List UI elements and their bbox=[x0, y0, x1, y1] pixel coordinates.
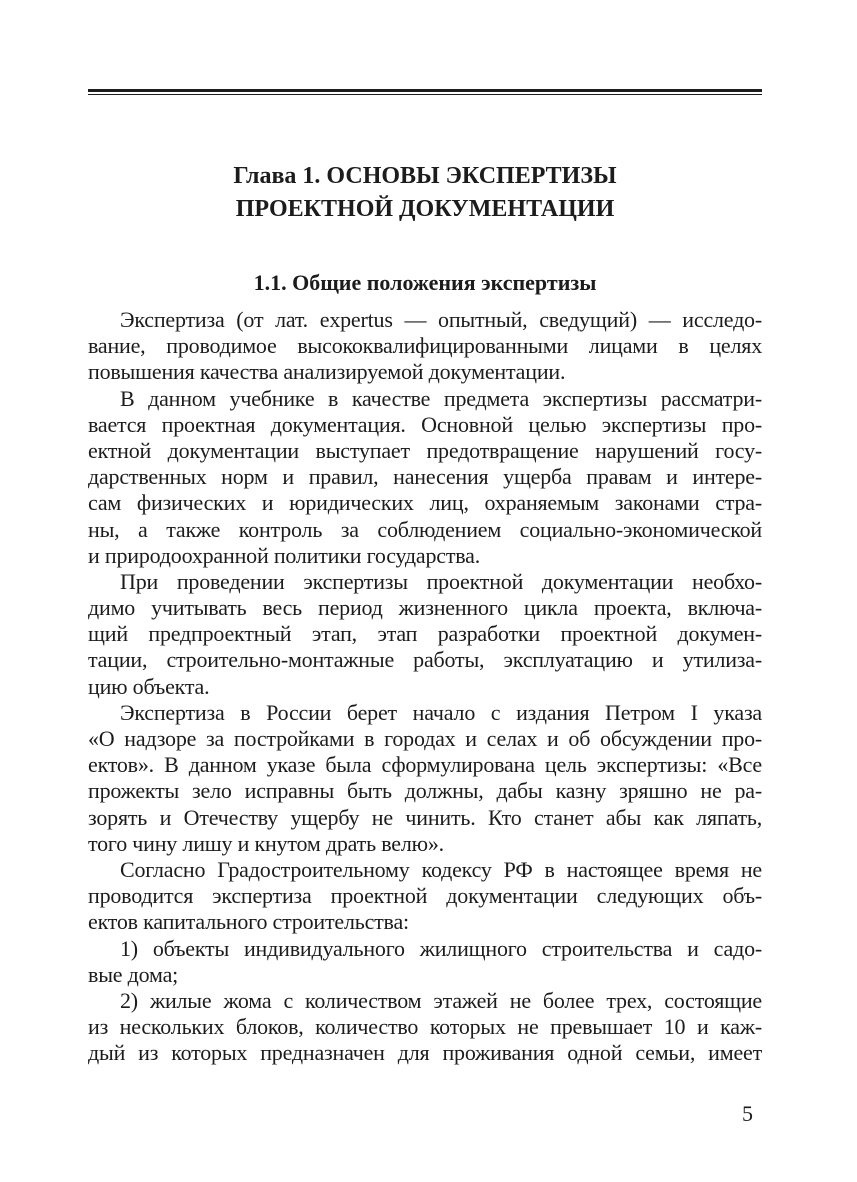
text-line: проводится экспертиза проектной документации следующих объ- bbox=[88, 883, 762, 909]
text-line: прожекты зело исправны быть должны, дабы казну зряшно не ра- bbox=[88, 778, 762, 804]
text-line: «О надзоре за постройками в городах и селах и об обсуждении про- bbox=[88, 726, 762, 751]
text-line: ектов». В данном указе была сформулирована цель экспертизы: «Все bbox=[88, 752, 762, 778]
text-line: сам физических и юридических лиц, охраняемым законами стра- bbox=[88, 490, 762, 516]
text-line: вые дома; bbox=[88, 961, 179, 987]
text-line: дарственных норм и правил, нанесения ущерба правам и интере- bbox=[88, 464, 762, 490]
paragraph bbox=[88, 386, 762, 569]
chapter-title bbox=[88, 160, 762, 226]
paragraph bbox=[88, 936, 762, 988]
text-line: ектов капитального строительства: bbox=[88, 909, 409, 935]
header-rule-thick bbox=[88, 89, 762, 92]
text-line: тации, строительно-монтажные работы, эксплуатацию и утилиза- bbox=[88, 647, 762, 673]
text-line: Экспертиза (от лат. expertus — опытный, сведущий) — исследо- bbox=[120, 307, 762, 332]
text-line: цию объекта. bbox=[88, 673, 210, 699]
text-line: щий предпроектный этап, этап разработки проектной докумен- bbox=[88, 621, 762, 647]
text-line: димо учитывать весь период жизненного цикла проекта, включа- bbox=[88, 595, 762, 621]
text-line: ектной документации выступает предотвращение нарушений госу- bbox=[88, 437, 762, 463]
paragraph bbox=[88, 988, 762, 1067]
text-line: из нескольких блоков, количество которых не превышает 10 и каж- bbox=[88, 1014, 762, 1040]
text-line: 2) жилые жома с количеством этажей не более трех, состоящие bbox=[120, 987, 762, 1013]
text-line: и природоохранной политики государства. bbox=[88, 542, 481, 568]
chapter-title-line: Глава 1. ОСНОВЫ ЭКСПЕРТИЗЫ bbox=[233, 163, 617, 189]
body-text bbox=[88, 307, 762, 1066]
text-line: В данном учебнике в качестве предмета экспертизы рассматри- bbox=[120, 385, 762, 411]
text-line: При проведении экспертизы проектной документации необхо- bbox=[120, 568, 762, 594]
text-line: вается проектная документация. Основной целью экспертизы про- bbox=[88, 411, 762, 437]
text-line: Согласно Градостроительному кодексу РФ в настоящее время не bbox=[120, 856, 762, 882]
paragraph bbox=[88, 857, 762, 936]
text-line: зорять и Отечеству ущербу не чинить. Кто станет абы как ляпать, bbox=[88, 804, 762, 830]
text-line: того чину лишу и кнутом драть велю». bbox=[88, 830, 444, 856]
paragraph bbox=[88, 569, 762, 700]
text-line: дый из которых предназначен для проживания одной семьи, имеет bbox=[88, 1040, 762, 1066]
paragraph bbox=[88, 307, 762, 386]
text-line: 1) объекты индивидуального жилищного строительства и садо- bbox=[120, 935, 762, 961]
text-line: Экспертиза в России берет начало с издания Петром I указа bbox=[120, 699, 762, 725]
page-number: 5 bbox=[742, 1101, 753, 1126]
section-title: 1.1. Общие положения экспертизы bbox=[253, 270, 597, 295]
text-line: ны, а также контроль за соблюдением социально-экономической bbox=[88, 516, 762, 542]
paragraph bbox=[88, 700, 762, 857]
header-rule-thin bbox=[88, 94, 762, 95]
chapter-title-line: ПРОЕКТНОЙ ДОКУМЕНТАЦИИ bbox=[235, 196, 615, 222]
text-line: вание, проводимое высококвалифицированными лицами в целях bbox=[88, 333, 762, 359]
text-line: повышения качества анализируемой документации. bbox=[88, 359, 566, 385]
